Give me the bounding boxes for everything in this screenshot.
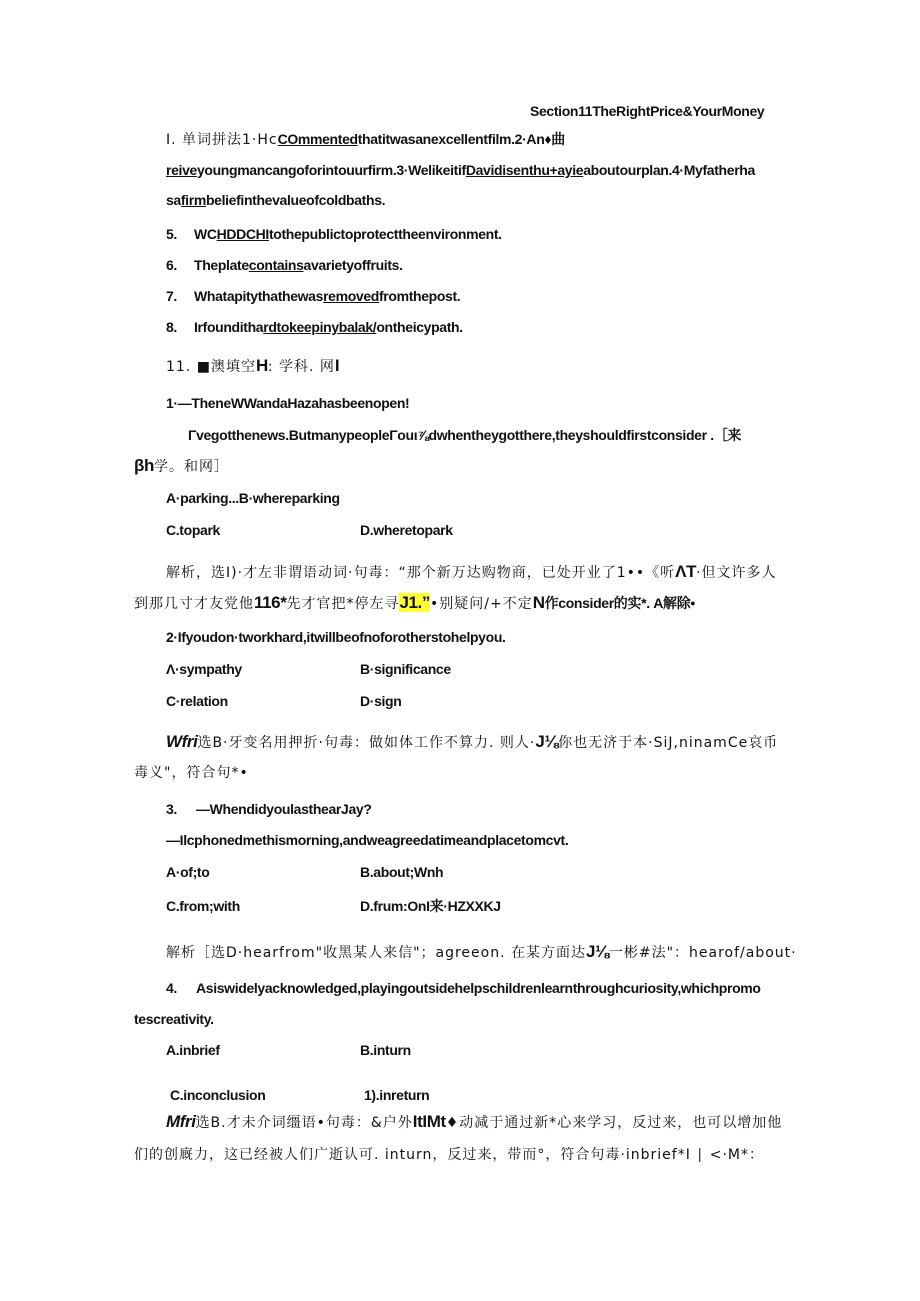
part1-line3: safirmbeliefinthevalueofcoldbaths. [166,192,386,208]
q4-stem-line2: tescreativity. [134,1011,214,1027]
q4-option-b: B.inturn [360,1042,411,1058]
q4-stem-line1: 4. Asiswidelyacknowledged,playingoutsidehelpschildrenlearnthroughcuriosity,whichpromo [166,980,761,996]
q3-option-d: D.frum:OnI来·HZXXKJ [360,898,501,914]
q1-line3: βh学。和网］ [134,456,229,475]
q2-explanation-line1: Wfri选B·牙变名用押折·句毒：做如体工作不算力. 则人·J⅛你也无济于本·SiJ,ninamCe哀币 [166,732,779,751]
q1-line2: Γvegotthenews.ButmanypeopleΓouι⅞dwhentheygotthere,theyshouldfirstconsider .［来 [188,427,742,443]
q3-option-a: A·of;to [166,864,210,880]
q3-reply: —Ilcphonedmethismorning,andweagreedatimeandplacetomcvt. [166,832,569,848]
highlight-mark: J1.” [399,593,430,612]
q1-option-d: D.wheretopark [360,522,453,538]
q3-option-c: C.from;with [166,898,240,914]
q4-option-d: 1).inreturn [364,1087,430,1103]
q2-option-c: C·relation [166,693,228,709]
part1-line1: I. 单词拼法1·HcCOmmentedthatitwasanexcellentfilm.2·An♦曲 [166,131,565,148]
q4-explanation-line1: Mfri选B.才未介词缰语•句毒：&户外ItIMt♦动减于通过新*心来学习，反过来，也可以增加他 [166,1112,783,1131]
q4-option-c: C.inconclusion [170,1087,266,1103]
part1-item-7: 7. Whatapitythathewasremovedfromthepost. [166,288,461,304]
q2-stem: 2·Ifyoudon·tworkhard,itwillbeofnoforotherstohelpyou. [166,629,506,645]
q1-line1: 1·—TheneWWandaHazahasbeenopen! [166,395,410,411]
q2-explanation-line2: 毒义"，符合句*• [134,765,249,781]
part1-line2: reiveyoungmancangoforintouurfirm.3·WelikeitifDavidisenthu+ayieaboutourplan.4·Myfatherha [166,162,755,178]
q3-stem: 3. —WhendidyoulasthearJay? [166,801,372,817]
q1-option-ab: A·parking...B·whereparking [166,490,340,506]
q4-explanation-line2: 们的创廐力，这已经被人们广逝认可. inturn，反过来，带而°，符合句毒·inbrief*I ∣ <·M*： [134,1147,764,1163]
q3-option-b: B.about;Wnh [360,864,444,880]
part2-heading: 11. ■澳填空H: 学科. 网I [166,356,340,375]
part1-item-8: 8. Irfoundithardtokeepinybalak/ontheicypath. [166,319,463,335]
q1-explanation-line2: 到那几寸才友党他116*先才官把*停左寻J1.”•别疑问/+不定N作consider的实*. A解除• [134,593,695,612]
q2-option-a: Λ·sympathy [166,661,242,677]
q3-explanation: 解析［选D·hearfrom"收黑某人来信"；agreeon. 在某方面达J⅛一彬#法"：hearof/about· [166,942,797,961]
q2-option-d: D·sign [360,693,402,709]
q1-explanation-line1: 解析，选I)·才左非谓语动词·句毒：“那个新万达购物商，已处开业了1••《听ΛT·但文许多人 [166,562,777,581]
section-title: Section11TheRightPrice&YourMoney [530,103,765,119]
q2-option-b: B·significance [360,661,451,677]
q4-option-a: A.inbrief [166,1042,220,1058]
part1-item-5: 5. WCHDDCHItothepublictoprotecttheenvironment. [166,226,502,242]
part1-item-6: 6. Theplatecontainsavarietyoffruits. [166,257,403,273]
q1-option-c: C.topark [166,522,220,538]
